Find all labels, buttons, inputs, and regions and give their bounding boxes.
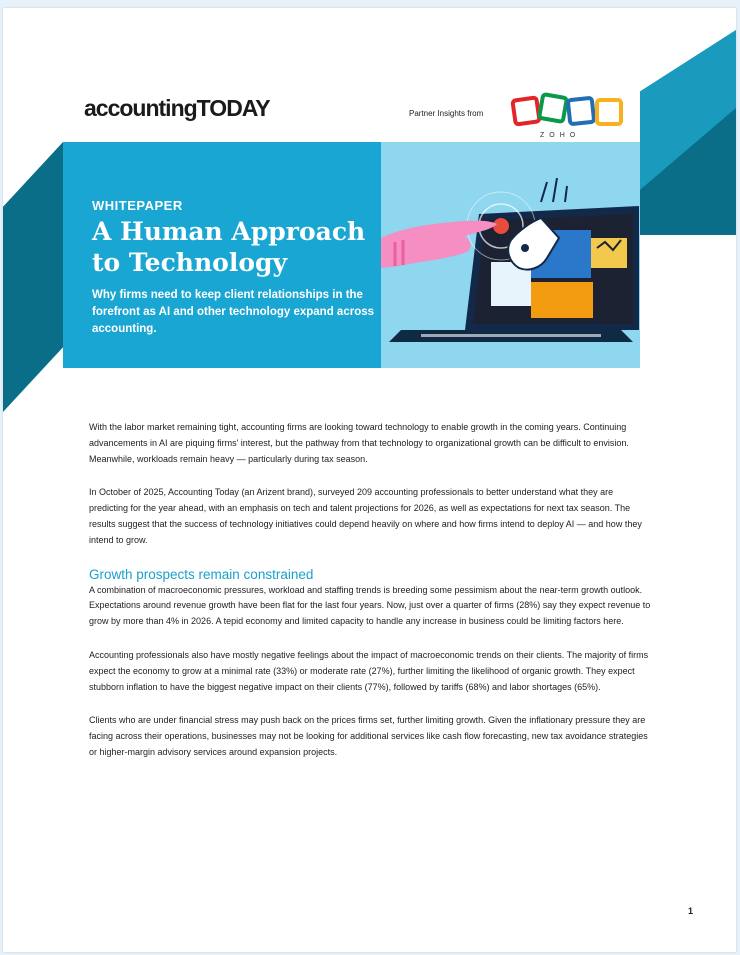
hero-title: A Human Approach to Technology <box>92 217 366 277</box>
section-paragraph-1: A combination of macroeconomic pressures, workload and staffing trends is breeding some pessimism about the near-term growth outlook. Expectations around revenue growth have been flat for the last four years. Now, just over a quarter of firms (28%) say they expect revenue to grow by more than 4% in 2026. A tepid economy and limited capacity to handle any increase in business could be limiting factors here. <box>89 584 651 627</box>
hand-and-robot-illustration <box>381 142 640 368</box>
section-paragraph-3: Clients who are under financial stress may push back on the prices firms set, further limiting growth. Given the inflationary pressure they are facing across their operations, businesses may not be looking for additional services like cash flow forecasting, new tax avoidance strategies or higher-margin advisory services around expansion projects. <box>89 715 648 757</box>
hero-eyebrow: WHITEPAPER <box>92 198 183 213</box>
intro-paragraph-2: In October of 2025, Accounting Today (an Arizent brand), surveyed 209 accounting professionals to better understand what they are predicting for the year ahead, with an emphasis on tech and talent projections for 2026, as well as expectations for next tax season. The results suggest that the success of technology initiatives could depend heavily on where and how firms intend to deploy AI — and how they intend to grow. <box>89 487 642 545</box>
section-heading: Growth prospects remain constrained <box>89 566 314 582</box>
article-body <box>89 420 651 779</box>
document-page <box>3 8 736 952</box>
corner-decoration-left <box>3 142 63 412</box>
accounting-today-logo: accountingTODAY <box>84 95 270 121</box>
section-paragraph-2: Accounting professionals also have mostly negative feelings about the impact of macroeconomic trends on their clients. The majority of firms expect the economy to grow at a minimal rate (33%) or moderate rate (27%), further limiting the likelihood of organic growth. They expect stubborn inflation to have the biggest negative impact on their clients (77%), followed by tariffs (68%) and labor shortages (65%). <box>89 649 649 692</box>
intro-paragraph-1: With the labor market remaining tight, accounting firms are looking toward technology to enable growth in the coming years. Continuing advancements in AI are piquing firms' interest, but the pathway from that technology to organizational growth can be difficult to envision. Meanwhile, workloads remain heavy — particularly during tax season. <box>89 422 629 464</box>
page-number: 1 <box>688 906 694 916</box>
hero-banner <box>63 142 640 368</box>
hero-subtitle: Why firms need to keep client relationships in the forefront as AI and other technology expand across accounting. <box>92 289 375 335</box>
zoho-wordmark: ZOHO <box>540 132 581 139</box>
partner-insights-text: Partner Insights from <box>409 109 484 118</box>
